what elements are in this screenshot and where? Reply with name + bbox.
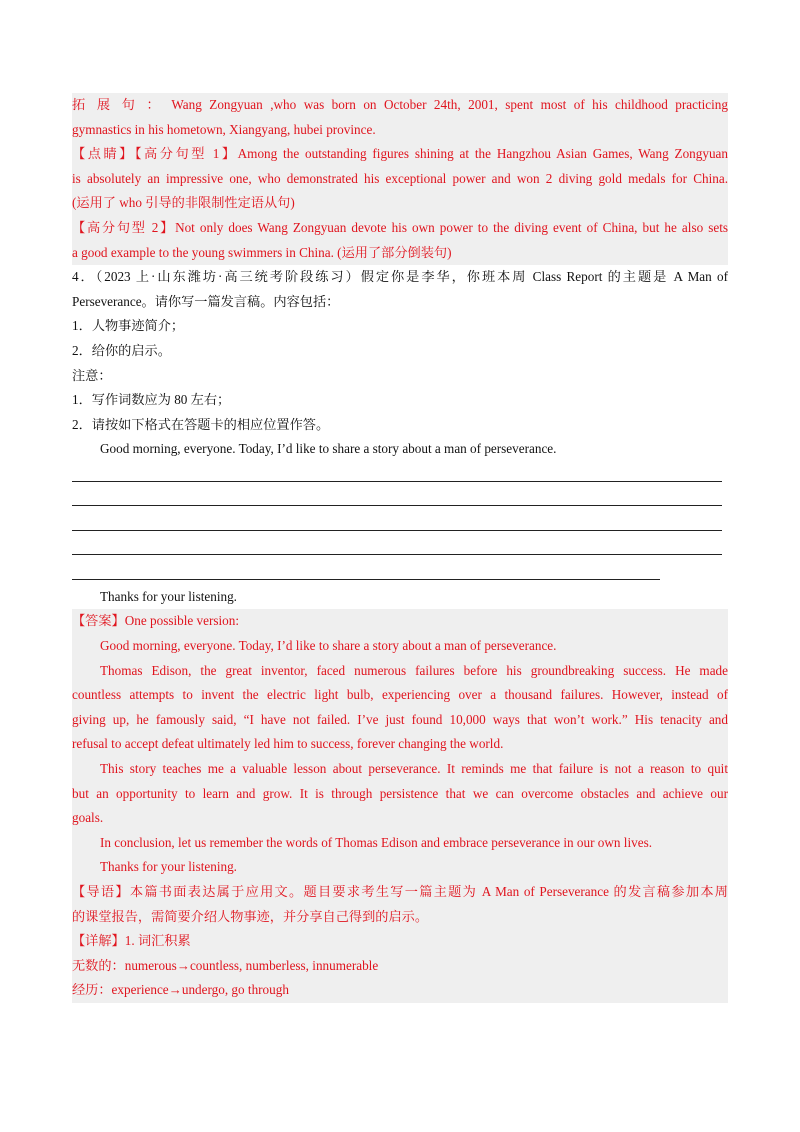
point1-line-1-text: Among the outstanding figures shining at the Hangzhou Asian Games, Wang Zongyuan — [237, 146, 728, 162]
question-line-2: Perseverance。请你写一篇发言稿。内容包括： — [72, 293, 340, 309]
note-label: 注意： — [72, 367, 112, 383]
detail-heading-text: 1. 词汇积累 — [124, 933, 191, 949]
question-item-2: 2．给你的启示。 — [72, 342, 171, 358]
note-2: 2．请按如下格式在答题卡的相应位置作答。 — [72, 416, 330, 432]
essay-opening: Good morning, everyone. Today, I’d like to share a story about a man of perseverance. — [100, 441, 557, 457]
answer-label: One possible version: — [124, 613, 240, 629]
question-item-1: 1．人物事迹简介； — [72, 318, 185, 334]
writing-line-4[interactable] — [72, 536, 728, 561]
expand-line-1: 拓 展 句 ： Wang Zongyuan ,who was born on October 24th, 2001, spent most of his childhood practicing — [72, 97, 728, 112]
answer-heading — [72, 609, 728, 634]
writing-line-1[interactable] — [72, 462, 728, 487]
question-line-1: 4．（2023 上·山东潍坊·高三统考阶段练习）假定你是李华，你班本周 Class Report 的主题是 A Man of — [72, 269, 728, 285]
point2-tag: 【高分句型 2】 — [72, 219, 176, 235]
highlight-sentence-2 — [72, 216, 728, 265]
point2-line-2: a good example to the young swimmers in China. (运用了部分倒装句) — [72, 244, 452, 260]
writing-line-2[interactable] — [72, 487, 728, 512]
essay-closing: Thanks for your listening. — [100, 588, 237, 604]
answer-p2-line-2: countless attempts to invent the electric light bulb, experiencing over a thousand failures. However, instead of — [72, 687, 728, 703]
detail-tag: 【详解】 — [72, 933, 125, 949]
point1-line-3: (运用了 who 引导的非限制性定语从句) — [72, 195, 295, 211]
answer-p2-line-1: Thomas Edison, the great inventor, faced numerous failures before his groundbreaking success. He made — [100, 662, 728, 678]
highlight-sentence-1 — [72, 142, 728, 216]
vocab-item-2: 经历：experience→undergo, go through — [72, 982, 289, 998]
guide-block — [72, 880, 728, 929]
answer-p3-line-1: This story teaches me a valuable lesson about perseverance. It reminds me that failure is not a reason to quit — [100, 761, 728, 777]
guide-line-1 — [72, 880, 728, 905]
vocab-item-1: 无数的：numerous→countless, numberless, innumerable — [72, 957, 379, 973]
detail-block — [72, 929, 728, 1003]
answer-p2-line-3: giving up, he famously said, “I have not failed. I’ve just found 10,000 ways that won’t work.” His tenacity and — [72, 711, 728, 727]
guide-tag: 【导语】 — [72, 884, 130, 899]
point2-line-1-text: Not only does Wang Zongyuan devote his own power to the diving event of China, but he also sets — [175, 219, 728, 235]
note-1: 1．写作词数应为 80 左右； — [72, 392, 231, 408]
document-page — [72, 93, 728, 1003]
guide-line-1-text: 本篇书面表达属于应用文。题目要求考生写一篇主题为 A Man of Perseverance 的发言稿参加本周 — [129, 884, 728, 899]
guide-line-2: 的课堂报告，需简要介绍人物事迹，并分享自己得到的启示。 — [72, 908, 429, 924]
question-block — [72, 265, 728, 609]
point1-line-2: is absolutely an impressive one, who demonstrated his exceptional power and won 2 diving gold medals for China. — [72, 170, 728, 186]
answer-block — [72, 609, 728, 880]
answer-paragraph-4: In conclusion, let us remember the words of Thomas Edison and embrace perseverance in our own lives. — [100, 834, 653, 850]
expand-line-2: gymnastics in his hometown, Xiangyang, hubei province. — [72, 121, 376, 137]
point1-line-1 — [72, 142, 728, 167]
writing-line-3[interactable] — [72, 511, 728, 536]
answer-p2-line-4: refusal to accept defeat ultimately led him to success, forever changing the world. — [72, 736, 504, 752]
answer-p3-line-2: but an opportunity to learn and grow. It is through persistence that we can overcome obstacles and achieve our — [72, 785, 728, 801]
point2-line-1 — [72, 216, 728, 241]
expand-sentence — [72, 93, 728, 142]
answer-paragraph-5: Thanks for your listening. — [100, 859, 237, 875]
detail-heading — [72, 929, 728, 954]
writing-line-5[interactable] — [72, 560, 728, 585]
answer-tag: 【答案】 — [72, 613, 125, 629]
answer-p3-line-3: goals. — [72, 810, 104, 826]
answer-paragraph-1: Good morning, everyone. Today, I’d like to share a story about a man of perseverance. — [100, 638, 557, 654]
point1-tag: 【点睛】【高分句型 1】 — [72, 146, 238, 162]
